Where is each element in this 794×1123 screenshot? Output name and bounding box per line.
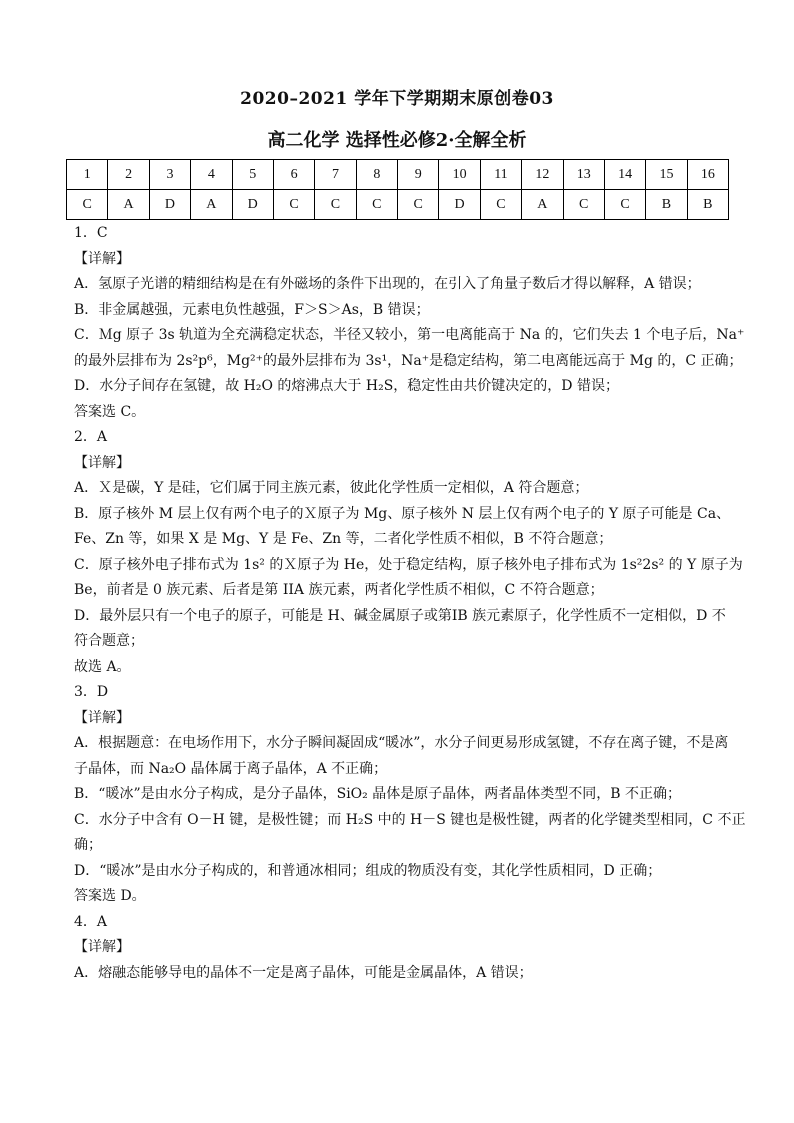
question-number-cell: 9 xyxy=(398,160,439,190)
answer-cell: C xyxy=(480,190,521,220)
question-number-cell: 15 xyxy=(646,160,687,190)
answer-table xyxy=(66,159,729,220)
answer-cell: C xyxy=(356,190,397,220)
explanation-line: D．“暖冰”是由水分子构成的，和普通冰相同；组成的物质没有变，其化学性质相同，D 正确； xyxy=(74,862,662,879)
explanation-line: 的最外层排布为 2s²p⁶，Mg²⁺的最外层排布为 3s¹，Na⁺是稳定结构，第二电离能远高于 Mg 的，C 正确； xyxy=(74,352,743,369)
answer-table-answer-row xyxy=(67,190,729,220)
question-number-cell: 3 xyxy=(149,160,190,190)
explanation-line: D．最外层只有一个电子的原子，可能是 H、碱金属原子或第ⅠB 族元素原子，化学性质不一定相似，D 不 xyxy=(74,607,726,624)
explanation-line: C．水分子中含有 O－H 键，是极性键；而 H₂S 中的 H－S 键也是极性键，两者的化学键类型相同，C 不正 xyxy=(74,811,746,828)
explanation-heading: 【详解】 xyxy=(74,709,130,726)
document-subtitle: 高二化学 选择性必修2·全解全析 xyxy=(267,130,527,151)
question-number: 1．C xyxy=(74,225,108,241)
answer-cell: C xyxy=(604,190,645,220)
answer-cell: C xyxy=(315,190,356,220)
answer-conclusion: 故选 A。 xyxy=(74,658,131,675)
answer-cell: B xyxy=(687,190,728,220)
question-number: 4．A xyxy=(74,913,108,930)
explanation-line: 符合题意； xyxy=(74,633,144,649)
answer-cell: C xyxy=(398,190,439,220)
answer-cell: A xyxy=(522,190,563,220)
answer-cell: D xyxy=(149,190,190,220)
answer-cell: C xyxy=(563,190,604,220)
answer-cell: B xyxy=(646,190,687,220)
explanation-line: A．根据题意：在电场作用下，水分子瞬间凝固成“暖冰”，水分子间更易形成氢键，不存在离子键，不是离 xyxy=(74,735,729,751)
question-number-cell: 5 xyxy=(232,160,273,190)
question-number-cell: 16 xyxy=(687,160,728,190)
explanation-line: 确； xyxy=(74,837,102,853)
answer-cell: A xyxy=(108,190,149,220)
question-number: 2．A xyxy=(74,429,108,445)
question-number-cell: 14 xyxy=(604,160,645,190)
question-number-cell: 10 xyxy=(439,160,480,190)
question-number-cell: 6 xyxy=(273,160,314,190)
answer-conclusion: 答案选 D。 xyxy=(74,888,146,904)
answer-table-number-row xyxy=(67,160,729,190)
explanation-line: C．原子核外电子排布式为 1s² 的Ｘ原子为 He，处于稳定结构，原子核外电子排布式为 1s²2s² 的 Y 原子为 xyxy=(74,556,743,573)
explanation-heading: 【详解】 xyxy=(74,250,130,267)
explanation-line: B．“暖冰”是由水分子构成，是分子晶体，SiO₂ 晶体是原子晶体，两者晶体类型不同，B 不正确； xyxy=(74,786,681,802)
document-title: 2020–2021 学年下学期期末原创卷03 xyxy=(240,89,554,109)
explanation-line: D．水分子间存在氢键，故 H₂O 的熔沸点大于 H₂S，稳定性由共价键决定的，D 错误； xyxy=(74,378,619,394)
answer-cell: C xyxy=(273,190,314,220)
answer-conclusion: 答案选 C。 xyxy=(74,403,146,420)
explanation-line: B．原子核外 M 层上仅有两个电子的Ｘ原子为 Mg、原子核外 N 层上仅有两个电子的 Y 原子可能是 Ca、 xyxy=(74,505,731,522)
solution-body xyxy=(74,224,746,982)
explanation-line: Fe、Zn 等，如果 X 是 Mg、Y 是 Fe、Zn 等，二者化学性质不相似，B 不符合题意； xyxy=(74,531,613,547)
question-number-cell: 2 xyxy=(108,160,149,190)
explanation-line: A．Ｘ是碳，Y 是硅，它们属于同主族元素，彼此化学性质一定相似，A 符合题意； xyxy=(74,480,589,496)
question-number: 3．D xyxy=(74,684,109,700)
explanation-heading: 【详解】 xyxy=(74,454,130,471)
explanation-line: B．非金属越强，元素电负性越强，F＞S＞As，B 错误； xyxy=(74,301,430,318)
explanation-line: 子晶体，而 Na₂O 晶体属于离子晶体，A 不正确； xyxy=(74,760,388,777)
question-number-cell: 4 xyxy=(191,160,232,190)
explanation-line: A．熔融态能够导电的晶体不一定是离子晶体，可能是金属晶体，A 错误； xyxy=(74,964,533,981)
explanation-heading: 【详解】 xyxy=(74,939,130,955)
question-number-cell: 13 xyxy=(563,160,604,190)
answer-cell: D xyxy=(232,190,273,220)
explanation-line: C．Ｍg 原子 3s 轨道为全充满稳定状态，半径又较小，第一电离能高于 Na 的，它们失去 1 个电子后，Na⁺ xyxy=(74,327,745,343)
answer-cell: C xyxy=(67,190,108,220)
question-number-cell: 8 xyxy=(356,160,397,190)
answer-cell: A xyxy=(191,190,232,220)
answer-cell: D xyxy=(439,190,480,220)
question-number-cell: 11 xyxy=(480,160,521,190)
question-number-cell: 1 xyxy=(67,160,108,190)
explanation-line: Be，前者是 0 族元素、后者是第 IIA 族元素，两者化学性质不相似，C 不符合题意； xyxy=(74,582,604,598)
question-number-cell: 12 xyxy=(522,160,563,190)
explanation-line: A．氢原子光谱的精细结构是在有外磁场的条件下出现的，在引入了角量子数后才得以解释，A 错误； xyxy=(74,276,701,292)
question-number-cell: 7 xyxy=(315,160,356,190)
